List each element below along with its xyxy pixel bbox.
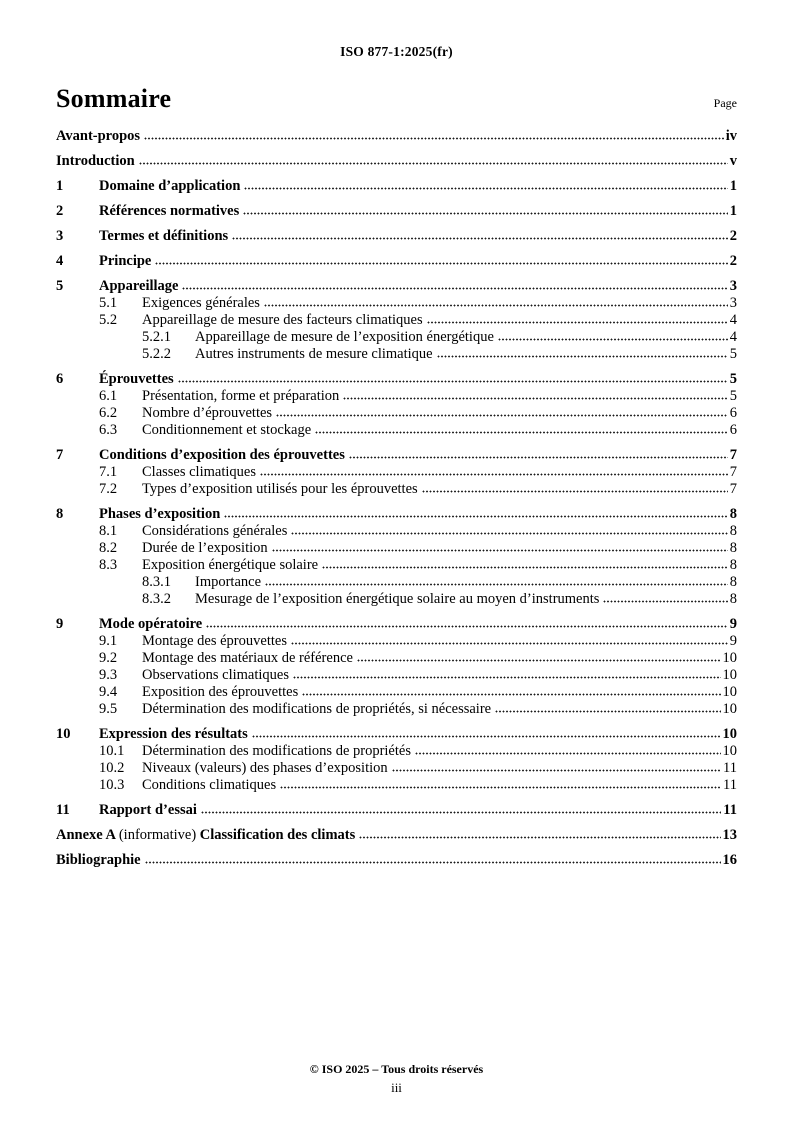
toc-entry: [56, 802, 737, 818]
toc-entry-page: 8: [729, 591, 737, 607]
toc-entry-page: 13: [722, 827, 737, 843]
toc-entry-label: Nombre d’éprouvettes: [142, 405, 273, 421]
toc-entry: [56, 760, 737, 776]
toc-entry-label: Exposition énergétique solaire: [142, 557, 319, 573]
toc-leader-dots: [206, 625, 728, 628]
toc-leader-dots: [392, 769, 721, 772]
toc-entry-number: 5: [56, 278, 64, 294]
toc-entry-label: Détermination des modifications de propriétés: [142, 743, 411, 759]
toc-entry-page: 3: [729, 295, 737, 311]
toc-entry: [56, 329, 737, 345]
toc-entry-page: 4: [729, 329, 737, 345]
toc-leader-dots: [302, 693, 720, 696]
toc-entry-number: 6.3: [99, 422, 118, 438]
toc-entry-number: 8.3.2: [142, 591, 171, 607]
toc-entry-label: Autres instruments de mesure climatique: [195, 346, 433, 362]
page-content: [0, 84, 793, 868]
toc-entry-number: 1: [56, 178, 64, 194]
toc-entry-number: 9: [56, 616, 64, 632]
toc-entry-number: 9.1: [99, 633, 118, 649]
toc-entry: [56, 726, 737, 742]
toc-entry: [56, 827, 737, 843]
toc-leader-dots: [349, 456, 728, 459]
toc-entry-page: 2: [729, 253, 737, 269]
toc-entry-number: 9.4: [99, 684, 118, 700]
toc-entry-page: 7: [729, 447, 737, 463]
toc-entry-label: Niveaux (valeurs) des phases d’exposition: [142, 760, 388, 776]
toc-entry: [56, 777, 737, 793]
toc-entry: [56, 128, 737, 144]
toc-leader-dots: [498, 338, 728, 341]
toc-entry-label: Annexe A (informative) Classification des climats: [56, 827, 356, 843]
toc-entry-label: Conditions climatiques: [142, 777, 277, 793]
toc-title: Sommaire: [56, 84, 172, 113]
toc-entry: [56, 667, 737, 683]
toc-leader-dots: [495, 710, 720, 713]
toc-entry: [56, 852, 737, 868]
toc-entry-label: Rapport d’essai: [99, 802, 197, 818]
toc-entry-page: 9: [729, 633, 737, 649]
toc-entry-number: 10: [56, 726, 71, 742]
toc-entry: [56, 203, 737, 219]
toc-entry-number: 7.1: [99, 464, 118, 480]
toc-entry-number: 11: [56, 802, 70, 818]
document-reference: ISO 877-1:2025(fr): [340, 44, 453, 59]
toc-entry-number: 8: [56, 506, 64, 522]
toc-entry-page: 10: [722, 726, 737, 742]
toc-entry-page: 11: [723, 777, 737, 793]
toc-leader-dots: [291, 532, 727, 535]
toc-leader-dots: [415, 752, 721, 755]
toc-entry-number: 8.3.1: [142, 574, 171, 590]
toc-entry-page: 6: [729, 422, 737, 438]
toc-entry: [56, 650, 737, 666]
toc-entry: [56, 447, 737, 463]
toc-entry: [56, 684, 737, 700]
toc-leader-dots: [272, 549, 728, 552]
toc-entry-page: 11: [723, 802, 737, 818]
toc-entry-page: 4: [729, 312, 737, 328]
toc-entry-number: 9.2: [99, 650, 118, 666]
toc-entry-label: Mode opératoire: [99, 616, 203, 632]
toc-header: [56, 84, 737, 114]
toc-entry-number: 9.5: [99, 701, 118, 717]
toc-entry-label: Termes et définitions: [99, 228, 229, 244]
toc-entry-label: Durée de l’exposition: [142, 540, 268, 556]
toc-entry-label: Montage des matériaux de référence: [142, 650, 353, 666]
toc-entry-number: 5.2.1: [142, 329, 171, 345]
toc-leader-dots: [144, 137, 724, 140]
toc-leader-dots: [243, 212, 728, 215]
toc-entry-page: 1: [729, 203, 737, 219]
toc-entry: [56, 405, 737, 421]
toc-entry-number: 6: [56, 371, 64, 387]
toc-entry-page: v: [729, 153, 737, 169]
toc-entry-number: 8.2: [99, 540, 118, 556]
toc-entry: [56, 253, 737, 269]
toc-entry: [56, 153, 737, 169]
toc-entry-page: 6: [729, 405, 737, 421]
toc-entry: [56, 591, 737, 607]
toc-entry: [56, 506, 737, 522]
toc-leader-dots: [139, 162, 728, 165]
toc-entry-page: 10: [722, 667, 737, 683]
toc-leader-dots: [155, 262, 727, 265]
toc-entry-page: 10: [722, 743, 737, 759]
toc-leader-dots: [276, 414, 728, 417]
toc-entry-number: 8.3: [99, 557, 118, 573]
toc-entry-page: 3: [729, 278, 737, 294]
toc-leader-dots: [178, 380, 728, 383]
toc-entry: [56, 616, 737, 632]
toc-entry-number: 5.1: [99, 295, 118, 311]
page-number: iii: [391, 1080, 402, 1095]
toc-entry-page: 16: [722, 852, 737, 868]
toc-entry-number: 8.1: [99, 523, 118, 539]
toc-entry-page: 2: [729, 228, 737, 244]
toc-entry-page: 8: [729, 523, 737, 539]
toc-entry-number: 2: [56, 203, 64, 219]
toc-leader-dots: [260, 473, 728, 476]
toc-entry-number: 10.2: [99, 760, 125, 776]
toc-entry-label: Types d’exposition utilisés pour les éprouvettes: [142, 481, 418, 497]
toc-entry-number: 4: [56, 253, 64, 269]
toc-leader-dots: [232, 237, 728, 240]
toc-entry-number: 5.2: [99, 312, 118, 328]
toc-leader-dots: [224, 515, 727, 518]
toc-entry-label: Avant-propos: [56, 128, 141, 144]
toc-entry-label: Montage des éprouvettes: [142, 633, 287, 649]
toc-page-column-label: Page: [713, 96, 737, 110]
toc-leader-dots: [201, 811, 721, 814]
toc-entry-page: 1: [729, 178, 737, 194]
toc-entry-label: Appareillage: [99, 278, 179, 294]
toc-entry-page: 10: [722, 650, 737, 666]
toc-entry: [56, 540, 737, 556]
toc-entry-label: Principe: [99, 253, 152, 269]
toc-entry-page: 9: [729, 616, 737, 632]
toc-leader-dots: [264, 304, 728, 307]
toc-leader-dots: [280, 786, 721, 789]
copyright-notice: © ISO 2025 – Tous droits réservés: [309, 1062, 484, 1076]
toc-leader-dots: [252, 735, 721, 738]
toc-entry-page: 5: [729, 346, 737, 362]
toc-entry-label: Introduction: [56, 153, 135, 169]
toc-entry: [56, 371, 737, 387]
toc-entry: [56, 743, 737, 759]
toc-entry: [56, 633, 737, 649]
toc-leader-dots: [293, 676, 721, 679]
toc-entry-number: 7: [56, 447, 64, 463]
toc-entry: [56, 481, 737, 497]
toc-entry-number: 9.3: [99, 667, 118, 683]
toc-entry-label: Conditions d’exposition des éprouvettes: [99, 447, 345, 463]
toc-entry-label: Considérations générales: [142, 523, 288, 539]
toc-entry-page: iv: [725, 128, 737, 144]
toc-entry-label: Éprouvettes: [99, 371, 174, 387]
toc-entry-page: 8: [729, 506, 737, 522]
toc-entry-label: Appareillage de mesure de l’exposition énergétique: [195, 329, 494, 345]
toc-entry-number: 7.2: [99, 481, 118, 497]
toc-entry: [56, 464, 737, 480]
toc-entry-label: Références normatives: [99, 203, 240, 219]
toc-entry: [56, 312, 737, 328]
toc-entry-number: 6.2: [99, 405, 118, 421]
toc-entry-label: Détermination des modifications de propriétés, si nécessaire: [142, 701, 492, 717]
toc-entry: [56, 701, 737, 717]
toc-entry-label: Conditionnement et stockage: [142, 422, 312, 438]
toc-leader-dots: [182, 287, 727, 290]
toc-entry: [56, 574, 737, 590]
toc-entry-label: Exposition des éprouvettes: [142, 684, 299, 700]
toc-entry-label: Observations climatiques: [142, 667, 289, 683]
toc-entry-page: 7: [729, 464, 737, 480]
toc-entry-number: 3: [56, 228, 64, 244]
toc-entry-page: 7: [729, 481, 737, 497]
toc-leader-dots: [145, 861, 721, 864]
toc-leader-dots: [244, 187, 727, 190]
toc-entry-label: Importance: [195, 574, 262, 590]
toc-leader-dots: [322, 566, 728, 569]
toc-entry-page: 11: [723, 760, 737, 776]
toc-leader-dots: [359, 836, 720, 839]
toc-entry-page: 10: [722, 684, 737, 700]
toc-entry-page: 8: [729, 574, 737, 590]
toc-leader-dots: [422, 490, 728, 493]
toc-leader-dots: [437, 355, 728, 358]
toc-entry: [56, 523, 737, 539]
toc-entry-number: 10.3: [99, 777, 125, 793]
toc-leader-dots: [427, 321, 728, 324]
toc-entry-label: Exigences générales: [142, 295, 260, 311]
toc-entry-label: Classes climatiques: [142, 464, 256, 480]
toc-entry-number: 6.1: [99, 388, 118, 404]
page-footer: [0, 1062, 793, 1096]
toc-entry-page: 10: [722, 701, 737, 717]
toc-leader-dots: [603, 600, 727, 603]
toc-entry-number: 10.1: [99, 743, 125, 759]
toc-entry-label: Phases d’exposition: [99, 506, 221, 522]
toc-entry-page: 5: [729, 371, 737, 387]
toc-entry: [56, 346, 737, 362]
toc-entry: [56, 422, 737, 438]
toc-leader-dots: [265, 583, 728, 586]
toc-entry: [56, 388, 737, 404]
toc-entry-label: Expression des résultats: [99, 726, 248, 742]
toc-entry: [56, 278, 737, 294]
toc-entry-number: 5.2.2: [142, 346, 171, 362]
toc-leader-dots: [357, 659, 721, 662]
toc-entry-page: 5: [729, 388, 737, 404]
toc-entry: [56, 295, 737, 311]
toc-entry-label: Présentation, forme et préparation: [142, 388, 340, 404]
toc-entry: [56, 557, 737, 573]
toc-leader-dots: [343, 397, 727, 400]
toc-entry-label: Mesurage de l’exposition énergétique solaire au moyen d’instruments: [195, 591, 600, 607]
toc-entry: [56, 178, 737, 194]
toc-entry-page: 8: [729, 540, 737, 556]
toc-entry-label: Domaine d’application: [99, 178, 241, 194]
toc-entry: [56, 228, 737, 244]
toc-entry-label: Bibliographie: [56, 852, 141, 868]
toc-leader-dots: [291, 642, 728, 645]
toc-entry-label: Appareillage de mesure des facteurs climatiques: [142, 312, 423, 328]
toc-entry-page: 8: [729, 557, 737, 573]
toc-list: [56, 128, 737, 868]
toc-leader-dots: [315, 431, 728, 434]
